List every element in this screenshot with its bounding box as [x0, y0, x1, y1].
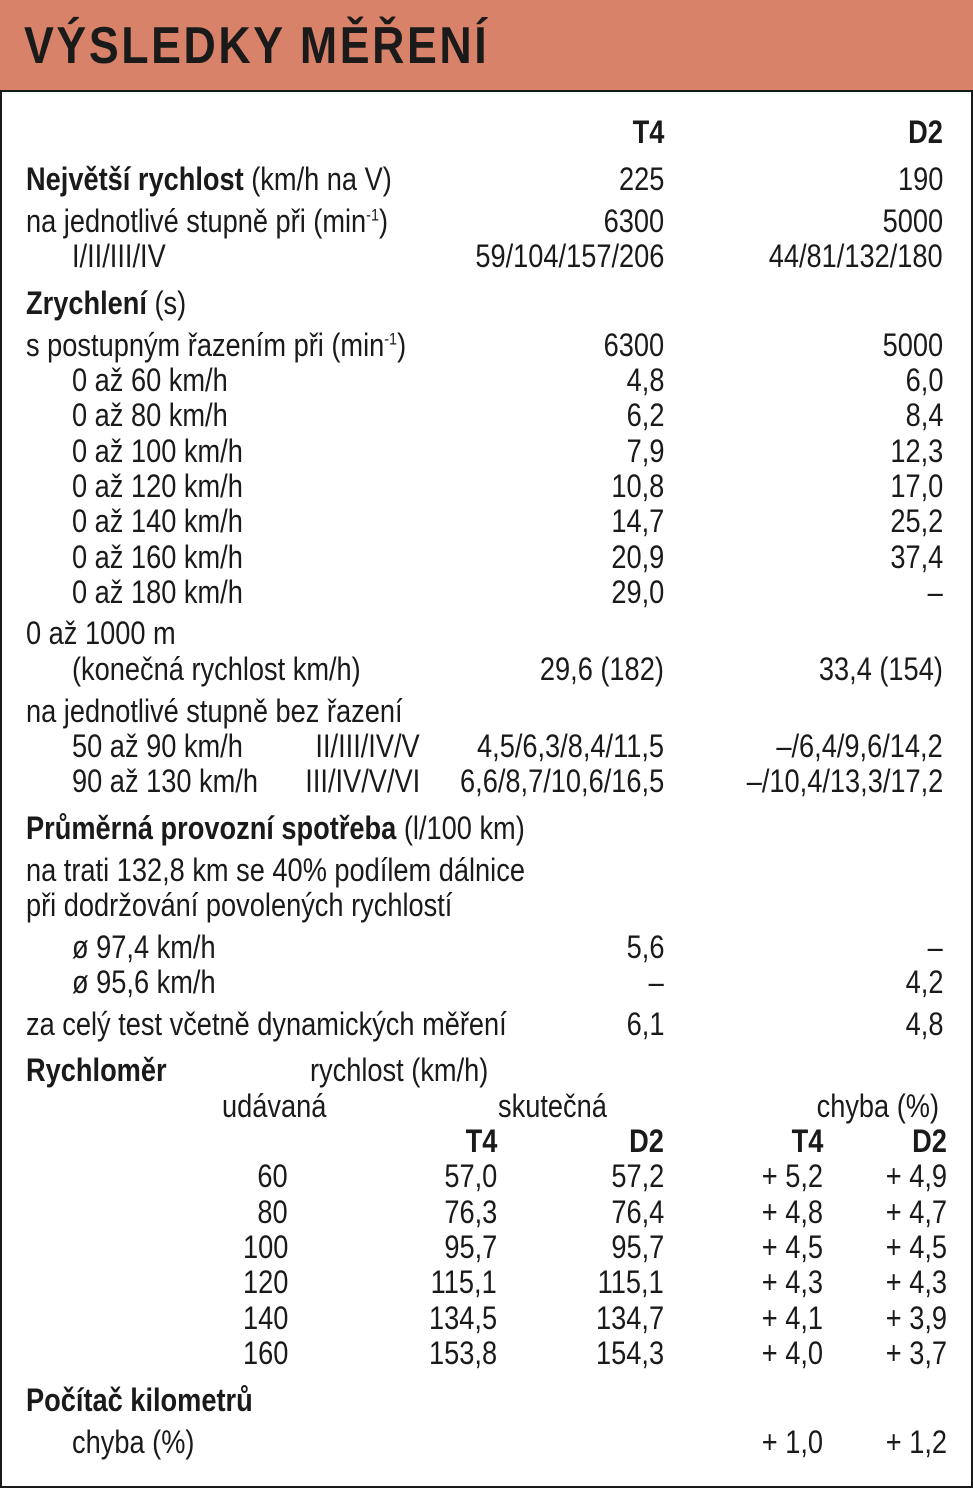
- top-speed-label: [26, 161, 392, 197]
- gears-rpm-suffix: ): [379, 203, 389, 239]
- gears-rpm-superscript: -1: [366, 205, 380, 225]
- shift-rpm-t4: 6300: [603, 327, 664, 363]
- speedometer-row-error-d2: + 3,7: [885, 1335, 947, 1371]
- accel-row-t4: 20,9: [611, 539, 664, 575]
- speedometer-row-error-d2: + 4,9: [885, 1158, 947, 1194]
- shift-rpm-superscript: -1: [384, 329, 398, 349]
- column-header-t4: T4: [632, 114, 664, 150]
- speedometer-row-indicated: 160: [242, 1335, 288, 1371]
- accel-row-t4: 7,9: [626, 433, 664, 469]
- consumption-line-1: na trati 132,8 km se 40% podílem dálnice: [26, 852, 525, 888]
- speedometer-error-label: chyba (%): [816, 1088, 939, 1124]
- gears-d2: 44/81/132/180: [769, 238, 943, 274]
- accel-row-label: 0 až 140 km/h: [72, 503, 243, 539]
- speedometer-heading: Rychloměr: [26, 1052, 167, 1088]
- speedometer-row-d2: 154,3: [595, 1335, 664, 1371]
- km-t4: 29,6 (182): [540, 651, 664, 687]
- shift-rpm-suffix: ): [397, 327, 407, 363]
- speedometer-row-t4: 153,8: [428, 1335, 497, 1371]
- nogear-row-label: 90 až 130 km/h: [72, 763, 258, 799]
- odometer-error-label: chyba (%): [72, 1424, 195, 1460]
- accel-row-d2: –: [927, 574, 943, 610]
- speedometer-row-t4: 95,7: [444, 1229, 497, 1265]
- speedometer-error-column-t4: T4: [791, 1123, 823, 1159]
- speedometer-row-t4: 115,1: [430, 1264, 497, 1300]
- nogear-row-label: 50 až 90 km/h: [72, 728, 243, 764]
- gears-rpm-d2: 5000: [882, 203, 943, 239]
- consumption-row-d2: –: [927, 929, 943, 965]
- page-title: VÝSLEDKY MĚŘENÍ: [24, 17, 490, 75]
- km-label: 0 až 1000 m: [26, 615, 176, 651]
- speedometer-row-d2: 115,1: [597, 1264, 664, 1300]
- accel-row-label: 0 až 120 km/h: [72, 468, 243, 504]
- consumption-line-2: při dodržování povolených rychlostí: [26, 887, 453, 923]
- nogear-row-t4: 6,6/8,7/10,6/16,5: [459, 763, 664, 799]
- speedometer-row-d2: 76,4: [611, 1194, 664, 1230]
- acceleration-heading: Zrychlení: [26, 285, 147, 321]
- speedometer-speed-label: rychlost (km/h): [310, 1052, 489, 1088]
- speedometer-row-indicated: 60: [257, 1158, 288, 1194]
- consumption-row-d2: 4,2: [905, 964, 943, 1000]
- speedometer-row-d2: 57,2: [611, 1158, 664, 1194]
- nogear-row-gears: II/III/IV/V: [315, 728, 420, 764]
- speedometer-row-error-d2: + 4,5: [885, 1229, 947, 1265]
- odometer-d2: + 1,2: [885, 1424, 947, 1460]
- speedometer-row-d2: 95,7: [611, 1229, 664, 1265]
- shift-rpm-prefix: s postupným řazením při (min: [26, 327, 385, 363]
- acceleration-unit: (s): [154, 285, 187, 321]
- km-d2: 33,4 (154): [819, 651, 943, 687]
- speedometer-column-d2: D2: [629, 1123, 664, 1159]
- consumption-row-label: ø 95,6 km/h: [72, 964, 216, 1000]
- gears-rpm-prefix: na jednotlivé stupně při (min: [26, 203, 367, 239]
- speedometer-indicated-label: udávaná: [222, 1088, 327, 1124]
- accel-row-d2: 8,4: [905, 397, 943, 433]
- gears-label: I/II/III/IV: [72, 238, 166, 274]
- speedometer-row-t4: 76,3: [444, 1194, 497, 1230]
- nogear-row-gears: III/IV/V/VI: [305, 763, 420, 799]
- speedometer-row-d2: 134,7: [595, 1300, 664, 1336]
- speedometer-error-column-d2: D2: [912, 1123, 947, 1159]
- consumption-row-t4: –: [648, 964, 664, 1000]
- shift-rpm-label: [26, 327, 406, 363]
- speedometer-row-error-t4: + 4,0: [761, 1335, 823, 1371]
- speedometer-row-error-t4: + 4,5: [761, 1229, 823, 1265]
- consumption-unit: (l/100 km): [403, 810, 525, 846]
- consumption-total-t4: 6,1: [626, 1006, 664, 1042]
- speedometer-row-error-d2: + 4,7: [885, 1194, 947, 1230]
- speedometer-row-error-d2: + 4,3: [885, 1264, 947, 1300]
- speedometer-column-t4: T4: [465, 1123, 497, 1159]
- speedometer-row-indicated: 100: [242, 1229, 288, 1265]
- speedometer-row-error-t4: + 5,2: [761, 1158, 823, 1194]
- speedometer-row-indicated: 80: [257, 1194, 288, 1230]
- accel-row-t4: 10,8: [611, 468, 664, 504]
- nogear-label: na jednotlivé stupně bez řazení: [26, 693, 403, 729]
- speedometer-actual-label: skutečná: [498, 1088, 607, 1124]
- accel-row-label: 0 až 160 km/h: [72, 539, 243, 575]
- odometer-t4: + 1,0: [761, 1424, 823, 1460]
- accel-row-label: 0 až 100 km/h: [72, 433, 243, 469]
- speedometer-row-error-t4: + 4,8: [761, 1194, 823, 1230]
- shift-rpm-d2: 5000: [882, 327, 943, 363]
- speedometer-row-indicated: 140: [242, 1300, 288, 1336]
- gears-t4: 59/104/157/206: [474, 238, 664, 274]
- consumption-total-d2: 4,8: [905, 1006, 943, 1042]
- column-header-d2: D2: [908, 114, 943, 150]
- speedometer-row-error-t4: + 4,1: [761, 1300, 823, 1336]
- nogear-row-d2: –/6,4/9,6/14,2: [776, 728, 943, 764]
- acceleration-label: [26, 285, 186, 321]
- accel-row-t4: 14,7: [611, 503, 664, 539]
- gears-rpm-t4: 6300: [603, 203, 664, 239]
- speedometer-row-error-t4: + 4,3: [761, 1264, 823, 1300]
- top-speed-t4: 225: [618, 161, 664, 197]
- top-speed-heading: Největší rychlost: [26, 161, 244, 197]
- consumption-total-label: za celý test včetně dynamických měření: [26, 1006, 507, 1042]
- accel-row-t4: 29,0: [611, 574, 664, 610]
- accel-row-t4: 6,2: [626, 397, 664, 433]
- speedometer-row-error-d2: + 3,9: [885, 1300, 947, 1336]
- accel-row-label: 0 až 80 km/h: [72, 397, 228, 433]
- km-sub-label: (konečná rychlost km/h): [72, 651, 361, 687]
- speedometer-row-t4: 134,5: [428, 1300, 497, 1336]
- top-speed-unit: (km/h na V): [251, 161, 392, 197]
- consumption-row-t4: 5,6: [626, 929, 664, 965]
- speedometer-row-indicated: 120: [242, 1264, 288, 1300]
- nogear-row-t4: 4,5/6,3/8,4/11,5: [476, 728, 664, 764]
- accel-row-d2: 25,2: [890, 503, 943, 539]
- top-speed-d2: 190: [897, 161, 943, 197]
- speedometer-row-t4: 57,0: [444, 1158, 497, 1194]
- gears-rpm-label: [26, 203, 388, 239]
- title-bar: [0, 0, 973, 92]
- consumption-heading: Průměrná provozní spotřeba: [26, 810, 397, 846]
- consumption-row-label: ø 97,4 km/h: [72, 929, 216, 965]
- accel-row-d2: 37,4: [890, 539, 943, 575]
- accel-row-d2: 6,0: [905, 362, 943, 398]
- accel-row-d2: 17,0: [890, 468, 943, 504]
- accel-row-label: 0 až 180 km/h: [72, 574, 243, 610]
- odometer-heading: Počítač kilometrů: [26, 1382, 253, 1418]
- accel-row-t4: 4,8: [626, 362, 664, 398]
- accel-row-label: 0 až 60 km/h: [72, 362, 228, 398]
- consumption-label: [26, 810, 525, 846]
- accel-row-d2: 12,3: [890, 433, 943, 469]
- nogear-row-d2: –/10,4/13,3/17,2: [746, 763, 943, 799]
